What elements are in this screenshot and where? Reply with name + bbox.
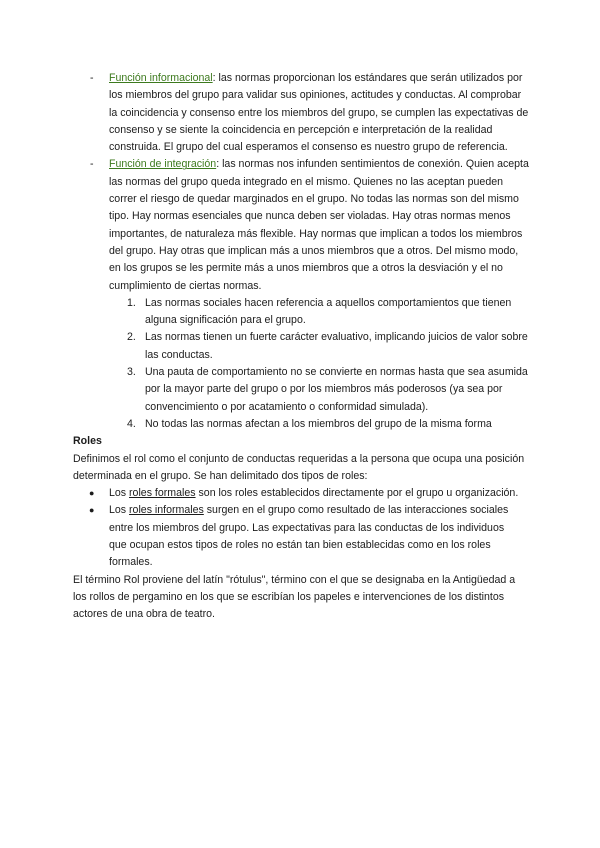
function-description: : las normas nos infunden sentimientos de conexión. Quien acepta las normas del grupo queda integrado en el mismo. Quienes no las aceptan pueden correr el riesgo de quedar marginados en el grupo. No todas las normas son del mismo tipo. Hay normas esenciales que nunca deben ser violadas. Hay otras normas menos importantes, de naturaleza más flexible. Hay normas que implican a todos los miembros del grupo. Hay otras que implican más a unos miembros que a otros. Del mismo modo, en los grupos se les permite más a unos miembros que a otros la desviación y el no cumplimiento de ciertas normas. [109,158,529,292]
list-text: No todas las normas afectan a los miembros del grupo de la misma forma [145,417,492,430]
list-text: Las normas sociales hacen referencia a aquellos comportamientos que tienen alguna significación para el grupo. [145,296,512,327]
numbered-item [0,329,528,364]
list-number: 4. [127,417,136,430]
function-description: : las normas proporcionan los estándares que serán utilizados por los miembros del grupo para validar sus opiniones, actitudes y conductas. Al comprobar la coincidencia y consenso entre los miembros del grupo, se cumplen las expectativas de consenso y se siente la coincidencia en percepción e interpretación de la realidad construida. El grupo del cual esperamos el consenso es nuestro grupo de referencia. [109,72,529,154]
list-text: Las normas tienen un fuerte carácter evaluativo, implicando juicios de valor sobre las conductas. [145,331,528,361]
numbered-item [0,364,528,416]
bullet-text: son los roles establecidos directamente por el grupo u organización. [195,487,519,500]
bullet-text: surgen en el grupo como resultado de las interacciones sociales entre los miembros del grupo. Las expectativas para las conductas de los individuos que ocupan estos tipos de roles no están tan bien establecidas como en los roles formales. [109,504,509,569]
bullet-dot-icon: ● [89,505,95,516]
roles-heading: Roles [73,435,102,448]
roles-closing-paragraph: El término Rol proviene del latín "rótulus", término con el que se designaba en la Antigüedad a los rollos de pergamino en los que se escribían los papeles e intervenciones de los distintos actores de una obra de teatro. [73,573,516,621]
bullet-item-informal-roles [0,502,519,571]
numbered-item [0,416,528,433]
bullet-item-formal-roles [0,485,519,502]
numbered-item [0,295,528,330]
term-informational-function: Función informacional [109,72,213,84]
dash-marker: - [90,72,94,84]
function-item-informational [0,70,531,156]
roles-intro: Definimos el rol como el conjunto de conductas requeridas a la persona que ocupa una posición determinada en el grupo. Se han delimitado dos tipos de roles: [73,452,525,482]
bullet-dot-icon: ● [89,488,95,499]
list-text: Una pauta de comportamiento no se convierte en normas hasta que sea asumida por la mayor parte del grupo o por los miembros más poderosos (ya sea por convencimiento o por acatamiento o conformidad simulada). [145,366,528,413]
term-integration-function: Función de integración [109,158,217,171]
document-page [0,70,600,624]
list-number: 1. [127,296,136,309]
list-number: 3. [127,366,136,379]
dash-marker: - [90,158,94,171]
term-informal-roles: roles informales [129,504,204,517]
function-item-integration [0,156,531,294]
list-number: 2. [127,331,136,344]
bullet-prefix: Los [109,487,130,500]
bullet-prefix: Los [109,504,130,517]
term-formal-roles: roles formales [129,487,196,500]
